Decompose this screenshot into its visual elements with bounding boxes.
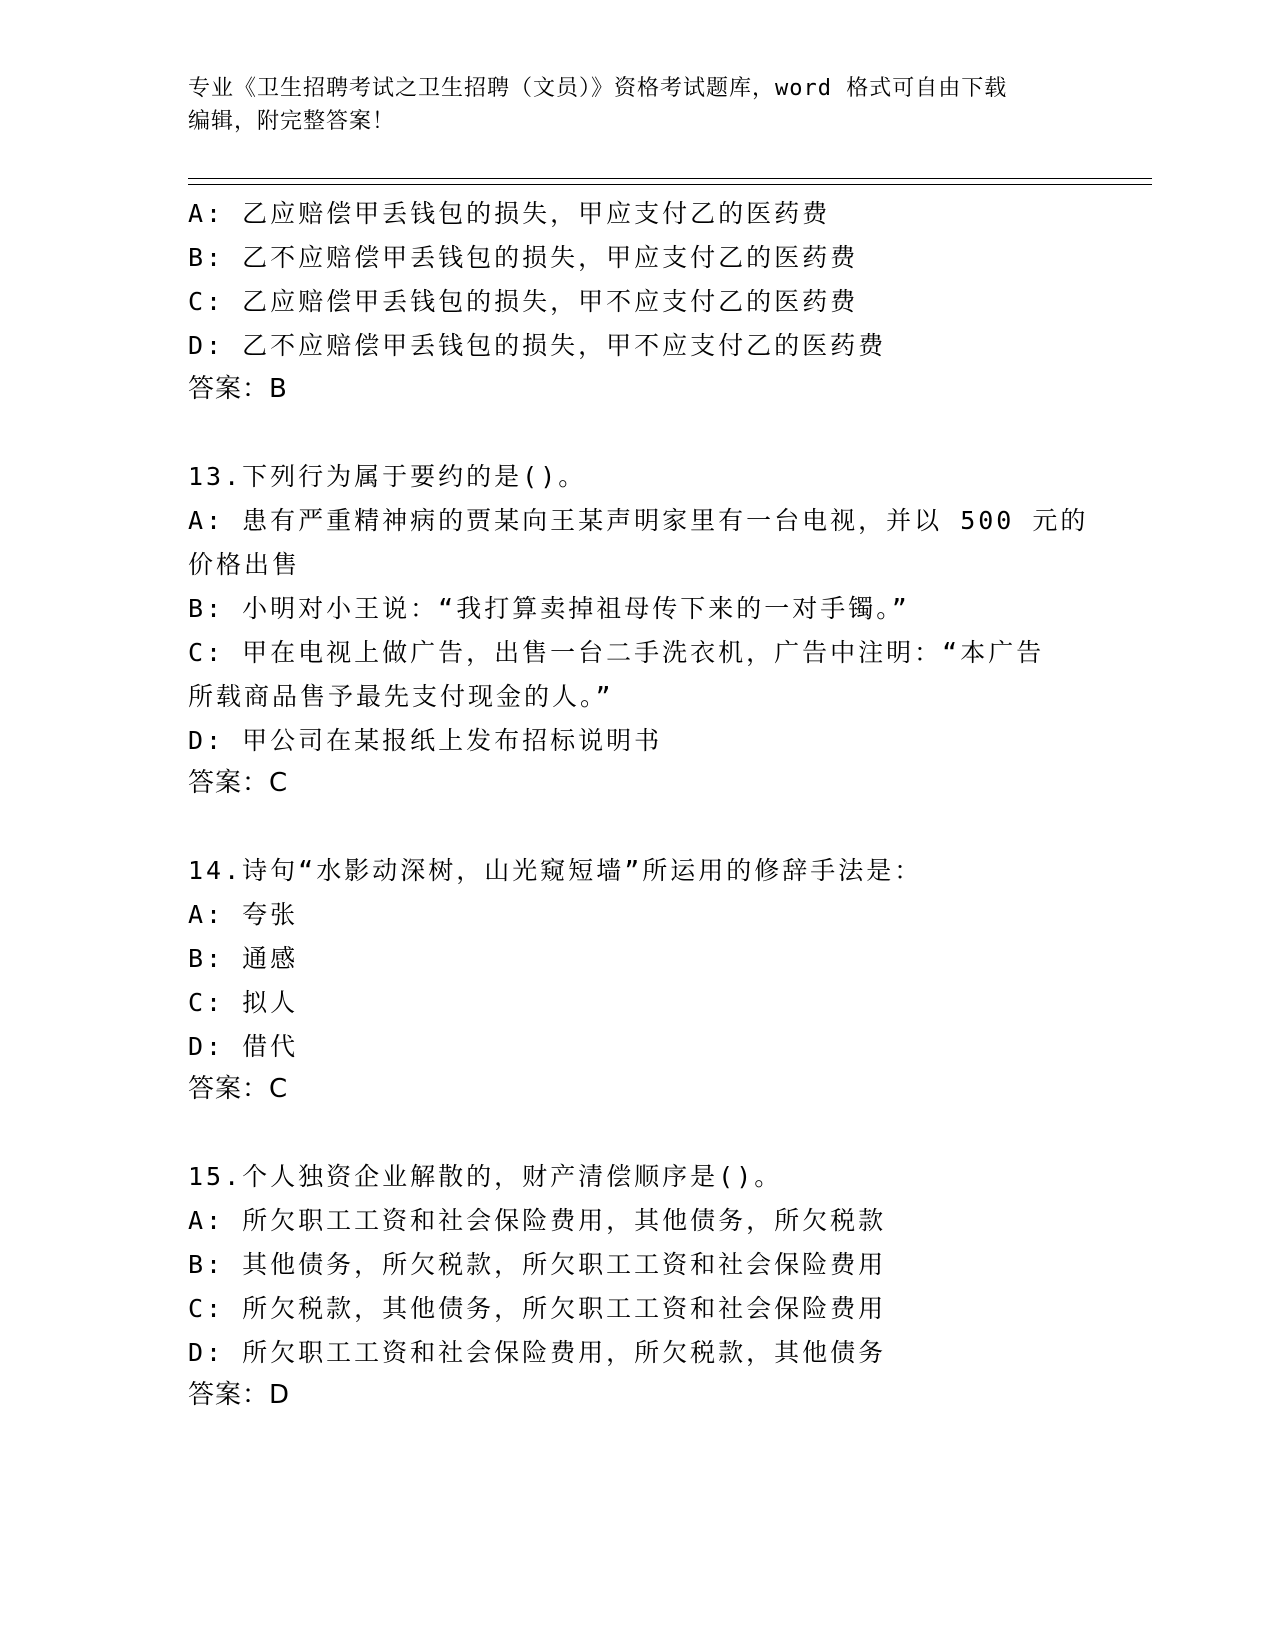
q14-option-c: C: 拟人: [188, 988, 299, 1017]
q14-answer: 答案：C: [188, 1074, 289, 1104]
q12-option-a: A: 乙应赔偿甲丢钱包的损失，甲应支付乙的医药费: [188, 199, 831, 228]
q14-option-d: D: 借代: [188, 1032, 299, 1061]
q15-option-b: B: 其他债务，所欠税款，所欠职工工资和社会保险费用: [188, 1250, 887, 1279]
header-divider-top: [188, 178, 1152, 179]
q15-question: 15.个人独资企业解散的，财产清偿顺序是()。: [188, 1162, 783, 1191]
q14-option-b: B: 通感: [188, 944, 299, 973]
header-divider-bottom: [188, 184, 1152, 185]
q13-option-a-line1: A: 患有严重精神病的贾某向王某声明家里有一台电视，并以 500 元的: [188, 506, 1089, 535]
q13-option-a-line2: 价格出售: [188, 550, 301, 579]
q13-answer: 答案：C: [188, 768, 289, 798]
header-line-2: 编辑，附完整答案！: [188, 109, 396, 134]
q15-option-c: C: 所欠税款，其他债务，所欠职工工资和社会保险费用: [188, 1294, 887, 1323]
q12-option-c: C: 乙应赔偿甲丢钱包的损失，甲不应支付乙的医药费: [188, 287, 859, 316]
q13-option-c-line2: 所载商品售予最先支付现金的人。”: [188, 682, 614, 711]
q13-option-c-line1: C: 甲在电视上做广告，出售一台二手洗衣机，广告中注明：“本广告: [188, 638, 1045, 667]
q13-option-d: D: 甲公司在某报纸上发布招标说明书: [188, 726, 663, 755]
q12-option-d: D: 乙不应赔偿甲丢钱包的损失，甲不应支付乙的医药费: [188, 331, 887, 360]
q15-option-a: A: 所欠职工工资和社会保险费用，其他债务，所欠税款: [188, 1206, 887, 1235]
q13-option-b: B: 小明对小王说：“我打算卖掉祖母传下来的一对手镯。”: [188, 594, 910, 623]
q13-question: 13.下列行为属于要约的是()。: [188, 462, 587, 491]
q14-question: 14.诗句“水影动深树，山光窥短墙”所运用的修辞手法是：: [188, 856, 923, 885]
q14-option-a: A: 夸张: [188, 900, 299, 929]
header-line-1: 专业《卫生招聘考试之卫生招聘（文员）》资格考试题库，word 格式可自由下载: [188, 76, 1008, 101]
q15-answer: 答案：D: [188, 1380, 291, 1410]
q12-option-b: B: 乙不应赔偿甲丢钱包的损失，甲应支付乙的医药费: [188, 243, 859, 272]
document-header: [188, 72, 1088, 138]
q12-answer: 答案：B: [188, 374, 288, 404]
q15-option-d: D: 所欠职工工资和社会保险费用，所欠税款，其他债务: [188, 1338, 887, 1367]
